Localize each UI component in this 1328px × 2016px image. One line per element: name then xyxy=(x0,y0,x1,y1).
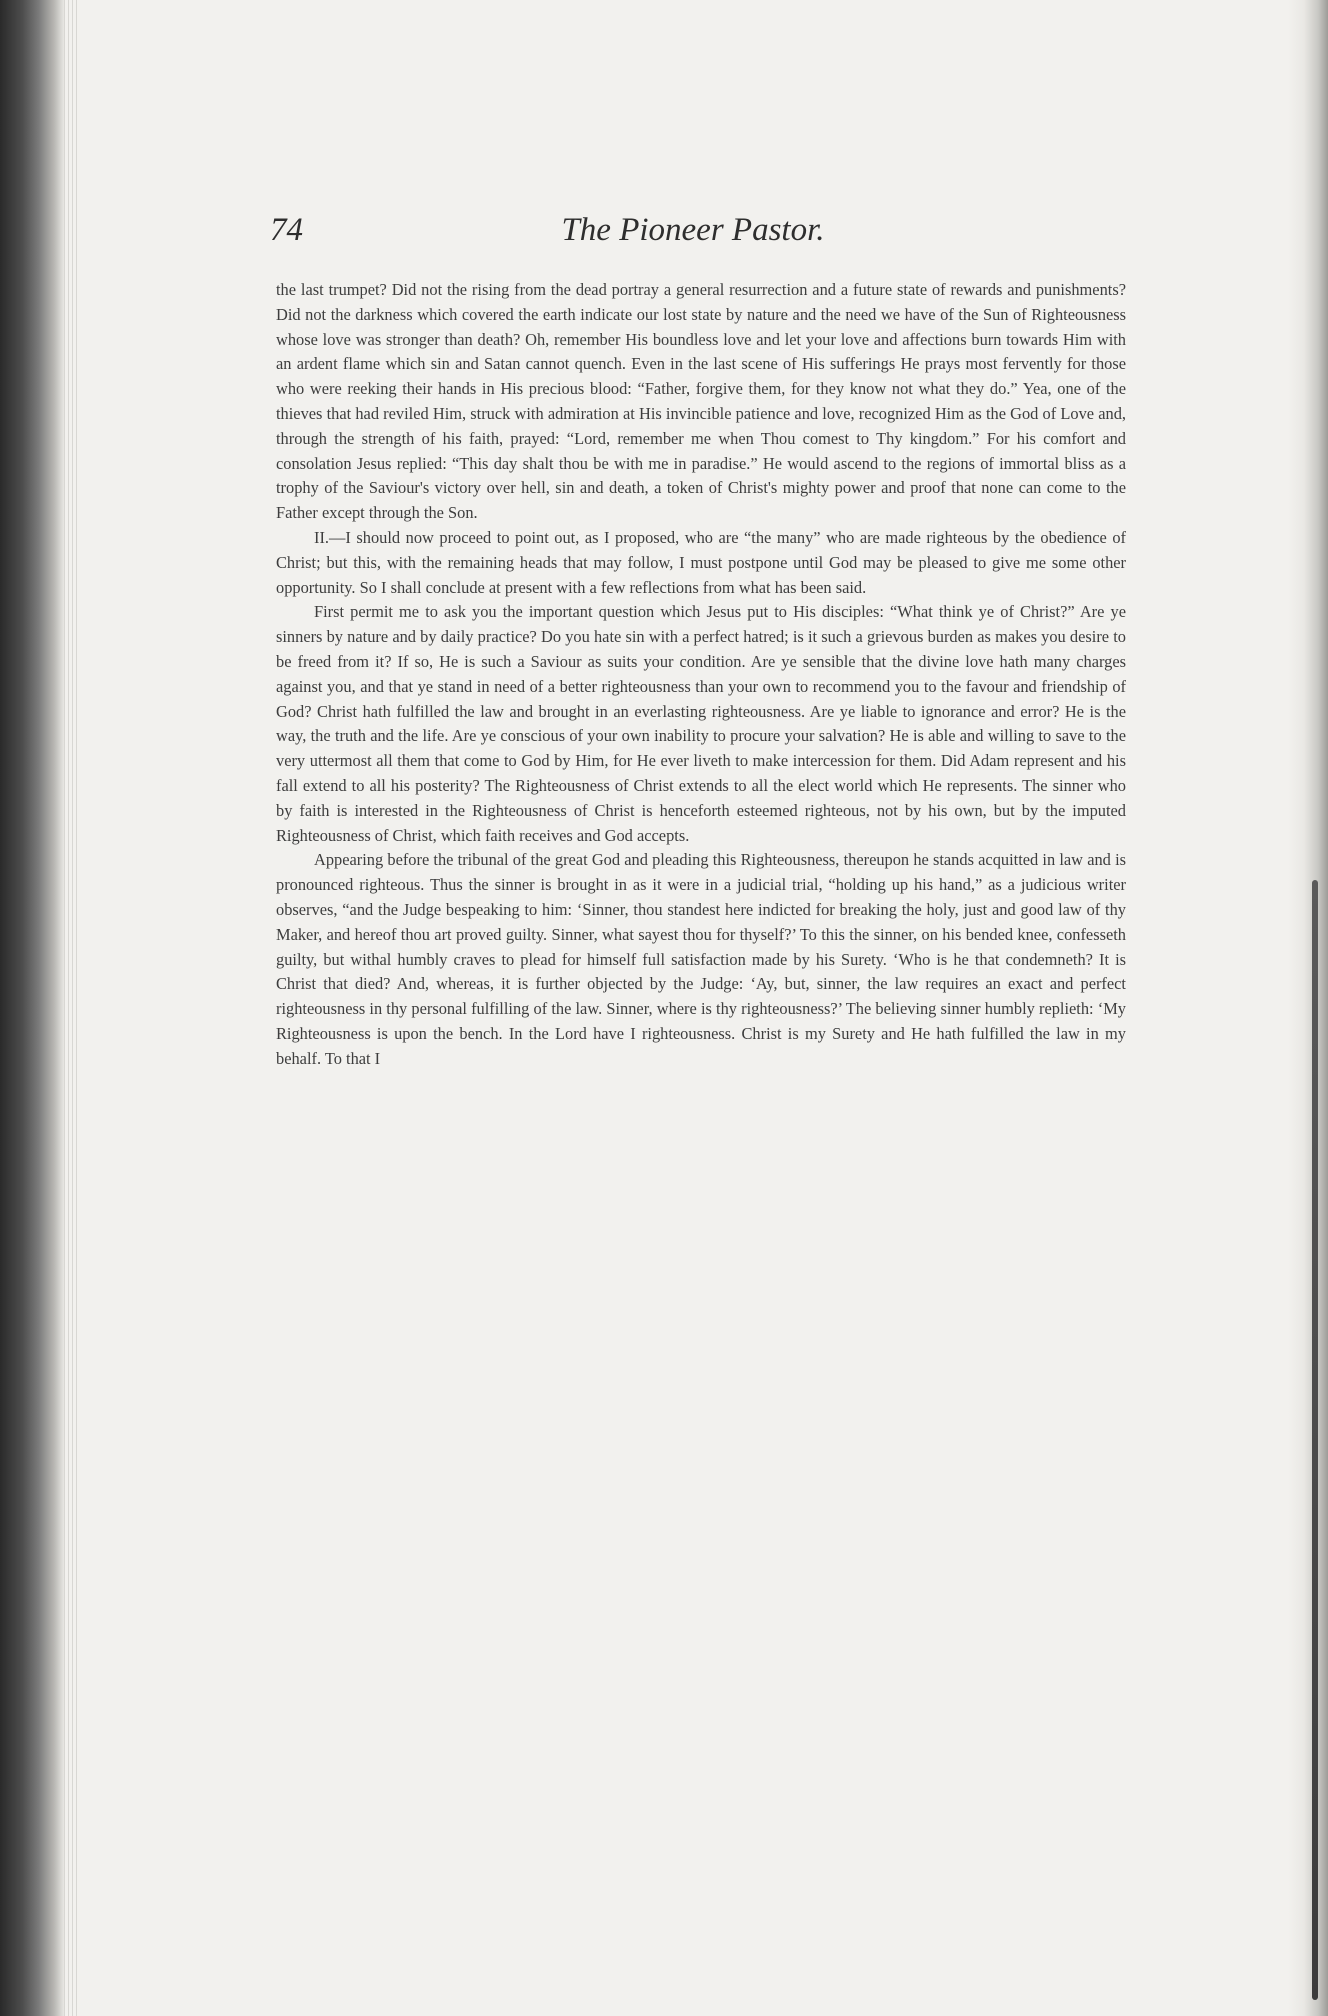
paragraph-4: Appearing before the tribunal of the great God and pleading this Righteousness, thereupon he stands acquitted in law and is pronounced righteous. Thus the sinner is brought in as it were in a judicial trial, “holding up his hand,” as a judicious writer observes, “and the Judge bespeaking to him: ‘Sinner, thou standest here indicted for breaking the holy, just and good law of thy Maker, and hereof thou art proved guilty. Sinner, what sayest thou for thyself?’ To this the sinner, on his bended knee, confesseth guilty, but withal humbly craves to plead for himself full satisfaction made by his Surety. ‘Who is he that condemneth? It is Christ that died? And, whereas, it is further objected by the Judge: ‘Ay, but, sinner, the law requires an exact and perfect righteousness in thy personal fulfilling of the law. Sinner, where is thy righteousness?’ The believing sinner humbly replieth: ‘My Righteousness is upon the bench. In the Lord have I righteousness. Christ is my Surety and He hath fulfilled the law in my behalf. To that I xyxy=(276,850,1126,1068)
paragraph-2: II.—I should now proceed to point out, as I proposed, who are “the many” who are made righteous by the obedience of Christ; but this, with the remaining heads that may follow, I must postpone until God may be pleased to give me some other opportunity. So I shall conclude at present with a few reflections from what has been said. xyxy=(276,527,1126,597)
paragraph-1: the last trumpet? Did not the rising from the dead portray a general resurrection and a future state of rewards and punishments? Did not the darkness which covered the earth indicate our lost state by nature and the need we have of the Sun of Righteousness whose love was stronger than death? Oh, remember His boundless love and let your love and affections burn towards Him with an ardent flame which sin and Satan cannot quench. Even in the last scene of His sufferings He prays most fervently for those who were reeking their hands in His precious blood: “Father, forgive them, for they know not what they do.” Yea, one of the thieves that had reviled Him, struck with admiration at His invincible patience and love, recognized Him as the God of Love and, through the strength of his faith, prayed: “Lord, remember me when Thou comest to Thy kingdom.” For his comfort and consolation Jesus replied: “This day shalt thou be with me in paradise.” He would ascend to the regions of immortal bliss as a trophy of the Saviour's victory over hell, sin and death, a token of Christ's mighty power and proof that none can come to the Father except through the Son. xyxy=(276,280,1126,523)
body-text xyxy=(276,278,1126,1072)
running-header xyxy=(262,212,1124,272)
right-page-edge xyxy=(1288,0,1328,2016)
running-title: The Pioneer Pastor. xyxy=(561,212,825,248)
book-page xyxy=(262,212,1126,1068)
gutter-page-edges xyxy=(64,0,80,2016)
book-spine-shadow xyxy=(0,0,64,2016)
page-number: 74 xyxy=(270,212,303,248)
paragraph-3: First permit me to ask you the important question which Jesus put to His disciples: “What think ye of Christ?” Are ye sinners by nature and by daily practice? Do you hate sin with a perfect hatred; is it such a grievous burden as makes you desire to be freed from it? If so, He is such a Saviour as suits your condition. Are ye sensible that the divine love hath many charges against you, and that ye stand in need of a better righteousness than your own to recommend you to the favour and friendship of God? Christ hath fulfilled the law and brought in an everlasting righteousness. Are ye liable to ignorance and error? He is the way, the truth and the life. Are ye conscious of your own inability to procure your salvation? He is able and willing to save to the very uttermost all them that come to God by Him, for He ever liveth to make intercession for them. Did Adam represent and his fall extend to all his posterity? The Righteousness of Christ extends to all the elect world which He represents. The sinner who by faith is interested in the Righteousness of Christ is henceforth esteemed righteous, not by his own, but by the imputed Righteousness of Christ, which faith receives and God accepts. xyxy=(276,602,1126,845)
right-edge-binding-mark xyxy=(1312,880,1318,2000)
